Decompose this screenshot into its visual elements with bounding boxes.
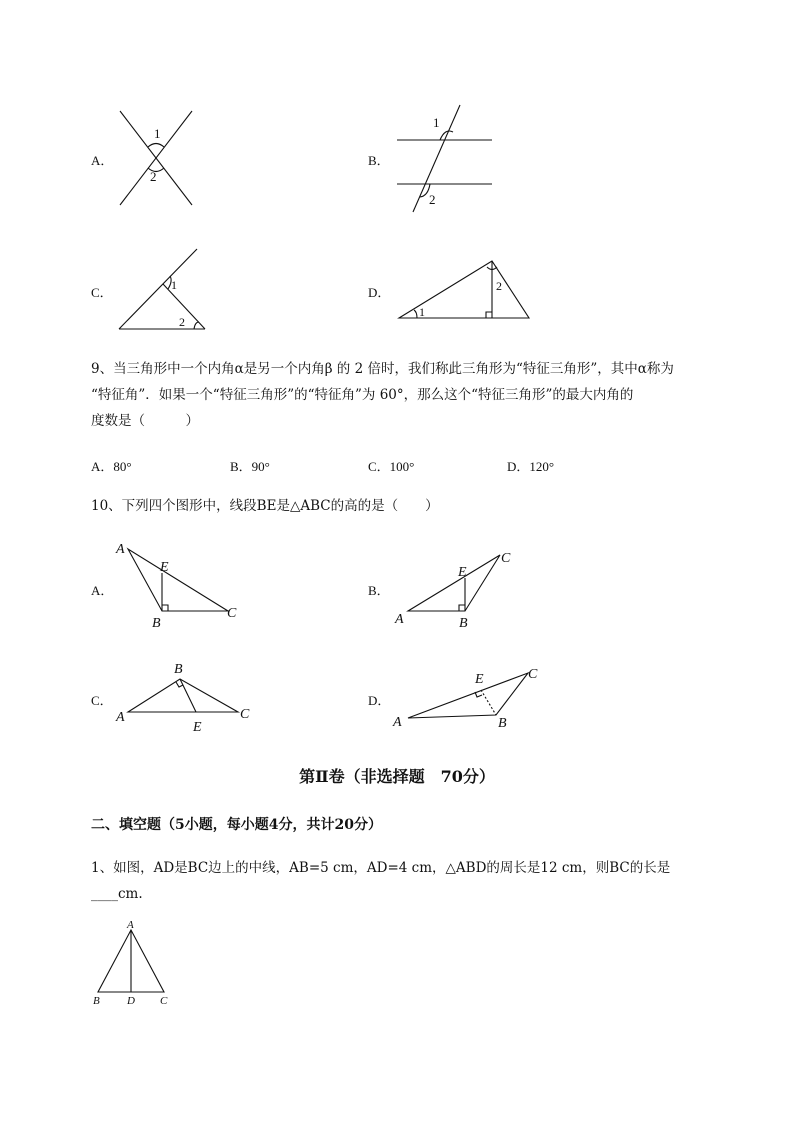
q10b-label-a: A	[395, 612, 404, 627]
part2-title: 第Ⅱ卷（非选择题 70分）	[299, 767, 495, 786]
q8a-angle2: 2	[150, 169, 157, 184]
q8-option-b-label: B．	[368, 153, 390, 168]
q8-figure-b	[390, 100, 500, 215]
q10-option-a-label: A．	[91, 583, 114, 598]
q10-option-c-label: C．	[91, 693, 113, 708]
q10c-label-c: C	[240, 707, 250, 722]
q10b-label-c: C	[501, 551, 511, 566]
q8-figure-c	[115, 245, 215, 335]
q10c-label-e: E	[193, 720, 202, 735]
q8-figure-d	[395, 255, 535, 325]
q8b-angle1: 1	[433, 115, 440, 130]
q10-option-b-label: B．	[368, 583, 390, 598]
q8-option-c-label: C．	[91, 285, 113, 300]
q9-choice-b: B．90°	[230, 459, 270, 474]
q10-figure-c	[110, 655, 260, 740]
q10-text: 10、下列四个图形中，线段BE是△ABC的高的是（ ）	[91, 498, 439, 514]
q10-figure-b	[390, 540, 530, 635]
q10c-label-b: B	[174, 662, 183, 677]
q10d-label-a: A	[393, 715, 402, 730]
q10a-label-b: B	[152, 616, 161, 631]
f1-label-b: B	[93, 995, 100, 1007]
f1-line1: 1、如图，AD是BC边上的中线，AB=5 cm，AD=4 cm，△ABD的周长是12 cm，则BC的长是	[91, 860, 671, 876]
f1-label-c: C	[160, 995, 168, 1007]
q10d-label-c: C	[528, 667, 538, 682]
q9-line2: “特征角”．如果一个“特征三角形”的“特征角”为 60°，那么这个“特征三角形”的最大内角的	[91, 387, 634, 403]
part2-subtitle: 二、填空题（5小题，每小题4分，共计20分）	[91, 817, 382, 833]
q10-figure-d	[390, 660, 550, 735]
f1-line2: ____cm.	[91, 886, 143, 902]
q10b-label-b: B	[459, 616, 468, 631]
q8d-angle1: 1	[419, 305, 425, 319]
q10a-label-c: C	[227, 606, 237, 621]
q8d-angle2: 2	[496, 279, 502, 293]
f1-figure	[90, 918, 180, 1008]
q10c-label-a: A	[116, 710, 125, 725]
q8-figure-a	[110, 105, 210, 215]
q8-option-a-label: A．	[91, 153, 114, 168]
q9-choice-d: D．120°	[507, 459, 555, 474]
f1-label-d: D	[127, 995, 135, 1007]
q10b-label-e: E	[458, 565, 467, 580]
q8c-angle1: 1	[171, 278, 177, 292]
q9-choice-c: C．100°	[368, 459, 415, 474]
f1-label-a: A	[127, 919, 134, 931]
q10a-label-a: A	[116, 542, 125, 557]
q10-option-d-label: D．	[368, 693, 391, 708]
q8b-angle2: 2	[429, 192, 436, 207]
q8a-angle1: 1	[154, 126, 161, 141]
q8-option-d-label: D．	[368, 285, 391, 300]
q10d-label-e: E	[475, 672, 484, 687]
q8c-angle2: 2	[179, 315, 185, 329]
q10-figure-a	[110, 535, 250, 635]
q10d-label-b: B	[498, 716, 507, 731]
q9-choice-a: A．80°	[91, 459, 132, 474]
q10a-label-e: E	[160, 560, 169, 575]
q9-line1: 9、当三角形中一个内角α是另一个内角β 的 2 倍时，我们称此三角形为“特征三角形”，其中α称为	[91, 361, 674, 377]
q9-line3: 度数是（ ）	[91, 413, 199, 429]
